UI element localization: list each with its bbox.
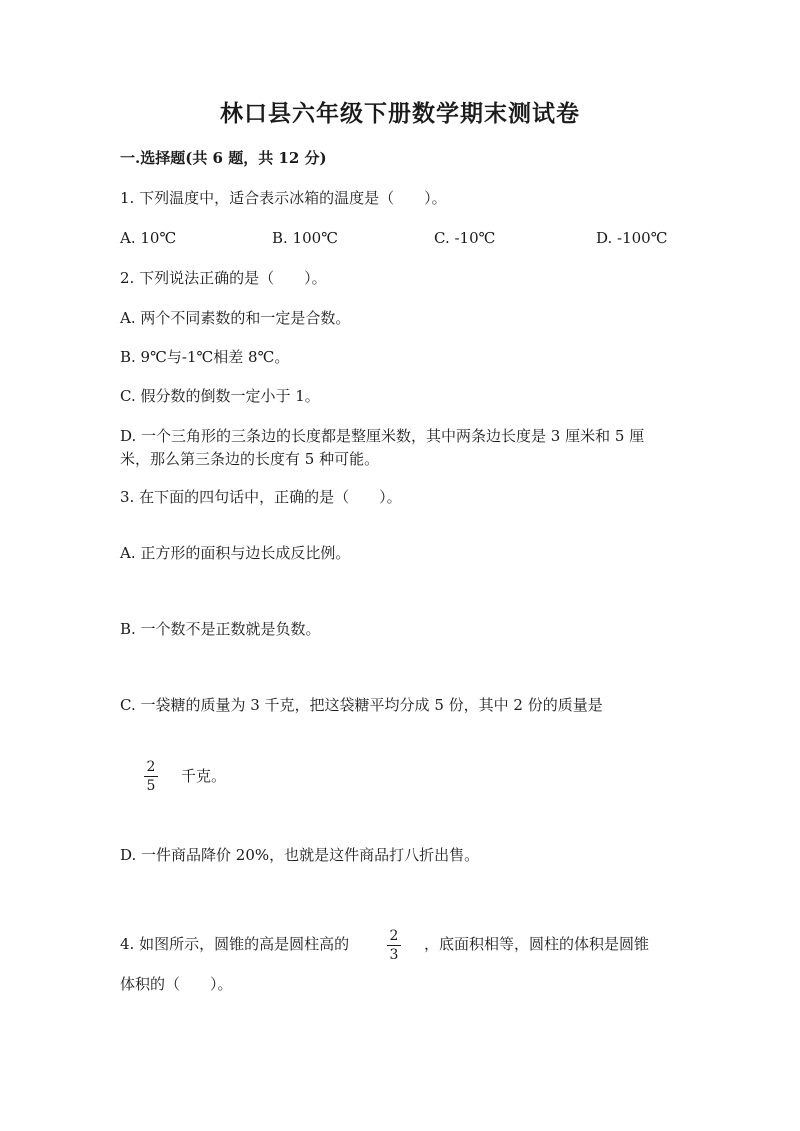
page-title: 林口县六年级下册数学期末测试卷 xyxy=(220,100,580,127)
fraction-numerator: 2 xyxy=(146,759,156,775)
question-1-option-c: C. -10℃ xyxy=(434,229,496,247)
fraction-numerator: 2 xyxy=(389,928,399,944)
question-2-option-d-line1: D. 一个三角形的三条边的长度都是整厘米数，其中两条边长度是 3 厘米和 5 厘 xyxy=(120,427,645,445)
question-2-option-c: C. 假分数的倒数一定小于 1。 xyxy=(120,387,320,405)
question-4-stem-part1: 4. 如图所示，圆锥的高是圆柱高的 xyxy=(120,935,350,953)
question-3-option-c: C. 一袋糖的质量为 3 千克，把这袋糖平均分成 5 份，其中 2 份的质量是 xyxy=(120,696,603,714)
question-1-stem: 1. 下列温度中，适合表示冰箱的温度是（ ）。 xyxy=(120,189,447,207)
question-3-fraction xyxy=(144,759,158,794)
question-3-option-d: D. 一件商品降价 20%，也就是这件商品打八折出售。 xyxy=(120,846,480,864)
question-3-stem: 3. 在下面的四句话中，正确的是（ ）。 xyxy=(120,488,402,506)
question-2-option-b: B. 9℃与-1℃相差 8℃。 xyxy=(120,348,290,366)
question-2-option-a: A. 两个不同素数的和一定是合数。 xyxy=(120,309,351,327)
fraction-bar xyxy=(144,776,158,777)
question-4-stem-part2: ，底面积相等，圆柱的体积是圆锥 xyxy=(424,935,650,953)
question-1-option-b: B. 100℃ xyxy=(272,229,338,247)
fraction-denominator: 3 xyxy=(389,947,399,963)
question-4-stem-line2: 体积的（ ）。 xyxy=(120,975,233,993)
fraction-denominator: 5 xyxy=(146,778,156,794)
section-heading: 一.选择题(共 6 题，共 12 分) xyxy=(120,149,327,167)
question-2-option-d-line2: 米，那么第三条边的长度有 5 种可能。 xyxy=(120,450,380,468)
question-1-option-a: A. 10℃ xyxy=(120,229,177,247)
question-3-option-a: A. 正方形的面积与边长成反比例。 xyxy=(120,544,351,562)
question-3-option-b: B. 一个数不是正数就是负数。 xyxy=(120,620,321,638)
question-2-stem: 2. 下列说法正确的是（ ）。 xyxy=(120,269,327,287)
question-3-option-c-tail: 千克。 xyxy=(181,767,227,785)
question-4-fraction xyxy=(387,928,401,963)
fraction-bar xyxy=(387,945,401,946)
question-1-option-d: D. -100℃ xyxy=(596,229,668,247)
